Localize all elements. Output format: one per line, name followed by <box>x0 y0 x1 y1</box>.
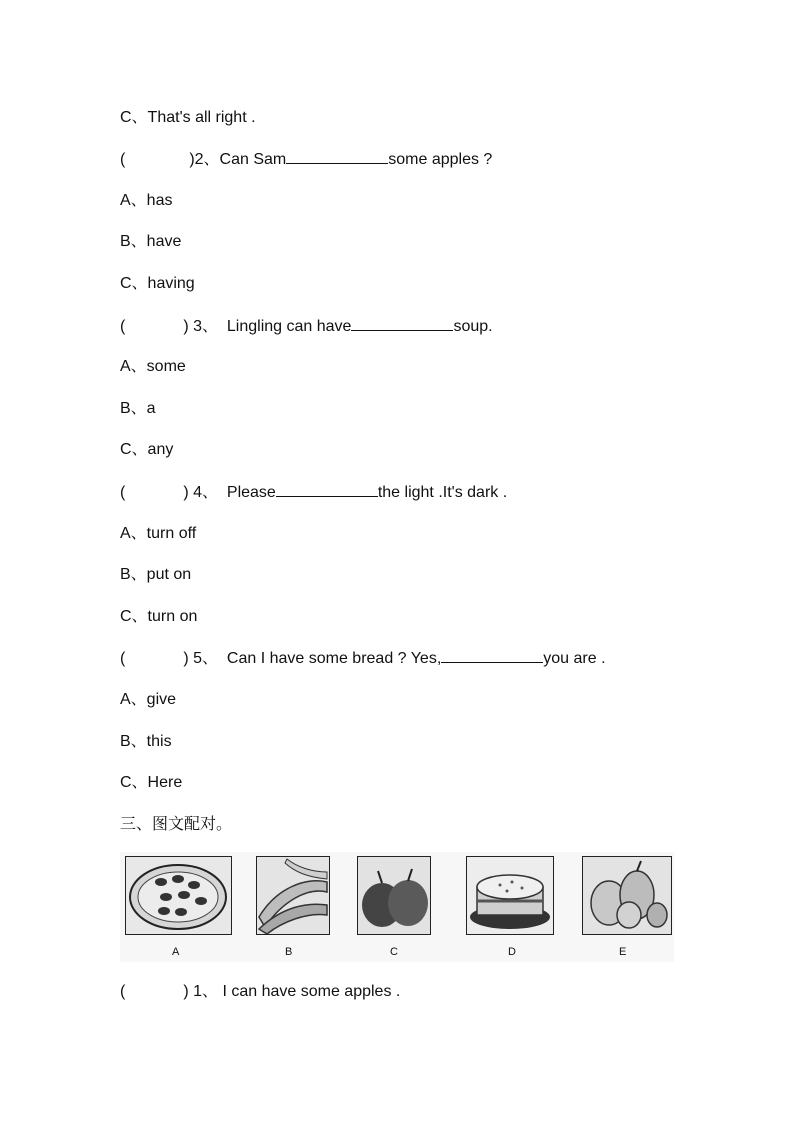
question-5 <box>120 648 606 669</box>
paren-open: ( <box>120 650 126 667</box>
paren-open: ( <box>120 484 126 501</box>
option-c: C、any <box>120 441 174 458</box>
picture-label-c: C <box>390 946 398 958</box>
paren-open: ( <box>120 983 126 1000</box>
option-b: B、a <box>120 400 156 417</box>
picture-label-b: B <box>285 946 293 958</box>
answer-blank[interactable] <box>351 316 453 331</box>
option-b: B、put on <box>120 566 192 583</box>
paren-open: ( <box>120 151 126 168</box>
question-4-stem: ) 4、 Please <box>183 484 276 501</box>
option-b: B、have <box>120 233 182 250</box>
answer-blank[interactable] <box>286 149 388 164</box>
question-4 <box>120 482 507 503</box>
option-c: C、having <box>120 275 195 292</box>
option-a: A、turn off <box>120 525 197 542</box>
question-3 <box>120 316 493 337</box>
apples-icon <box>357 856 431 935</box>
question-2 <box>120 149 492 170</box>
question-5-end: you are . <box>543 650 606 667</box>
cake-icon <box>466 856 554 935</box>
option-c: C、turn on <box>120 608 198 625</box>
candies-plate-icon <box>125 856 232 935</box>
bananas-icon <box>256 856 330 935</box>
question-3-end: soup. <box>453 318 493 335</box>
answer-blank[interactable] <box>441 648 543 663</box>
option-c-line: C、That's all right . <box>120 109 256 126</box>
question-5-stem: ) 5、 Can I have some bread ? Yes, <box>183 650 442 667</box>
option-c: C、Here <box>120 774 183 791</box>
option-b: B、this <box>120 733 172 750</box>
option-a: A、some <box>120 358 186 375</box>
question-2-end: some apples ? <box>388 151 493 168</box>
picture-label-e: E <box>619 946 627 958</box>
question-3-stem: ) 3、 Lingling can have <box>183 318 352 335</box>
answer-blank[interactable] <box>276 482 378 497</box>
option-a: A、give <box>120 691 177 708</box>
question-4-end: the light .It's dark . <box>377 484 508 501</box>
match-question-1 <box>120 982 400 1002</box>
picture-label-d: D <box>508 946 516 958</box>
paren-open: ( <box>120 318 126 335</box>
match-question-1-stem: ) 1、 I can have some apples . <box>183 983 401 1000</box>
picture-label-a: A <box>172 946 180 958</box>
section-3-heading: 三、图文配对。 <box>120 816 233 833</box>
option-a: A、has <box>120 192 173 209</box>
question-2-stem: )2、Can Sam <box>189 151 287 168</box>
pears-icon <box>582 856 672 935</box>
